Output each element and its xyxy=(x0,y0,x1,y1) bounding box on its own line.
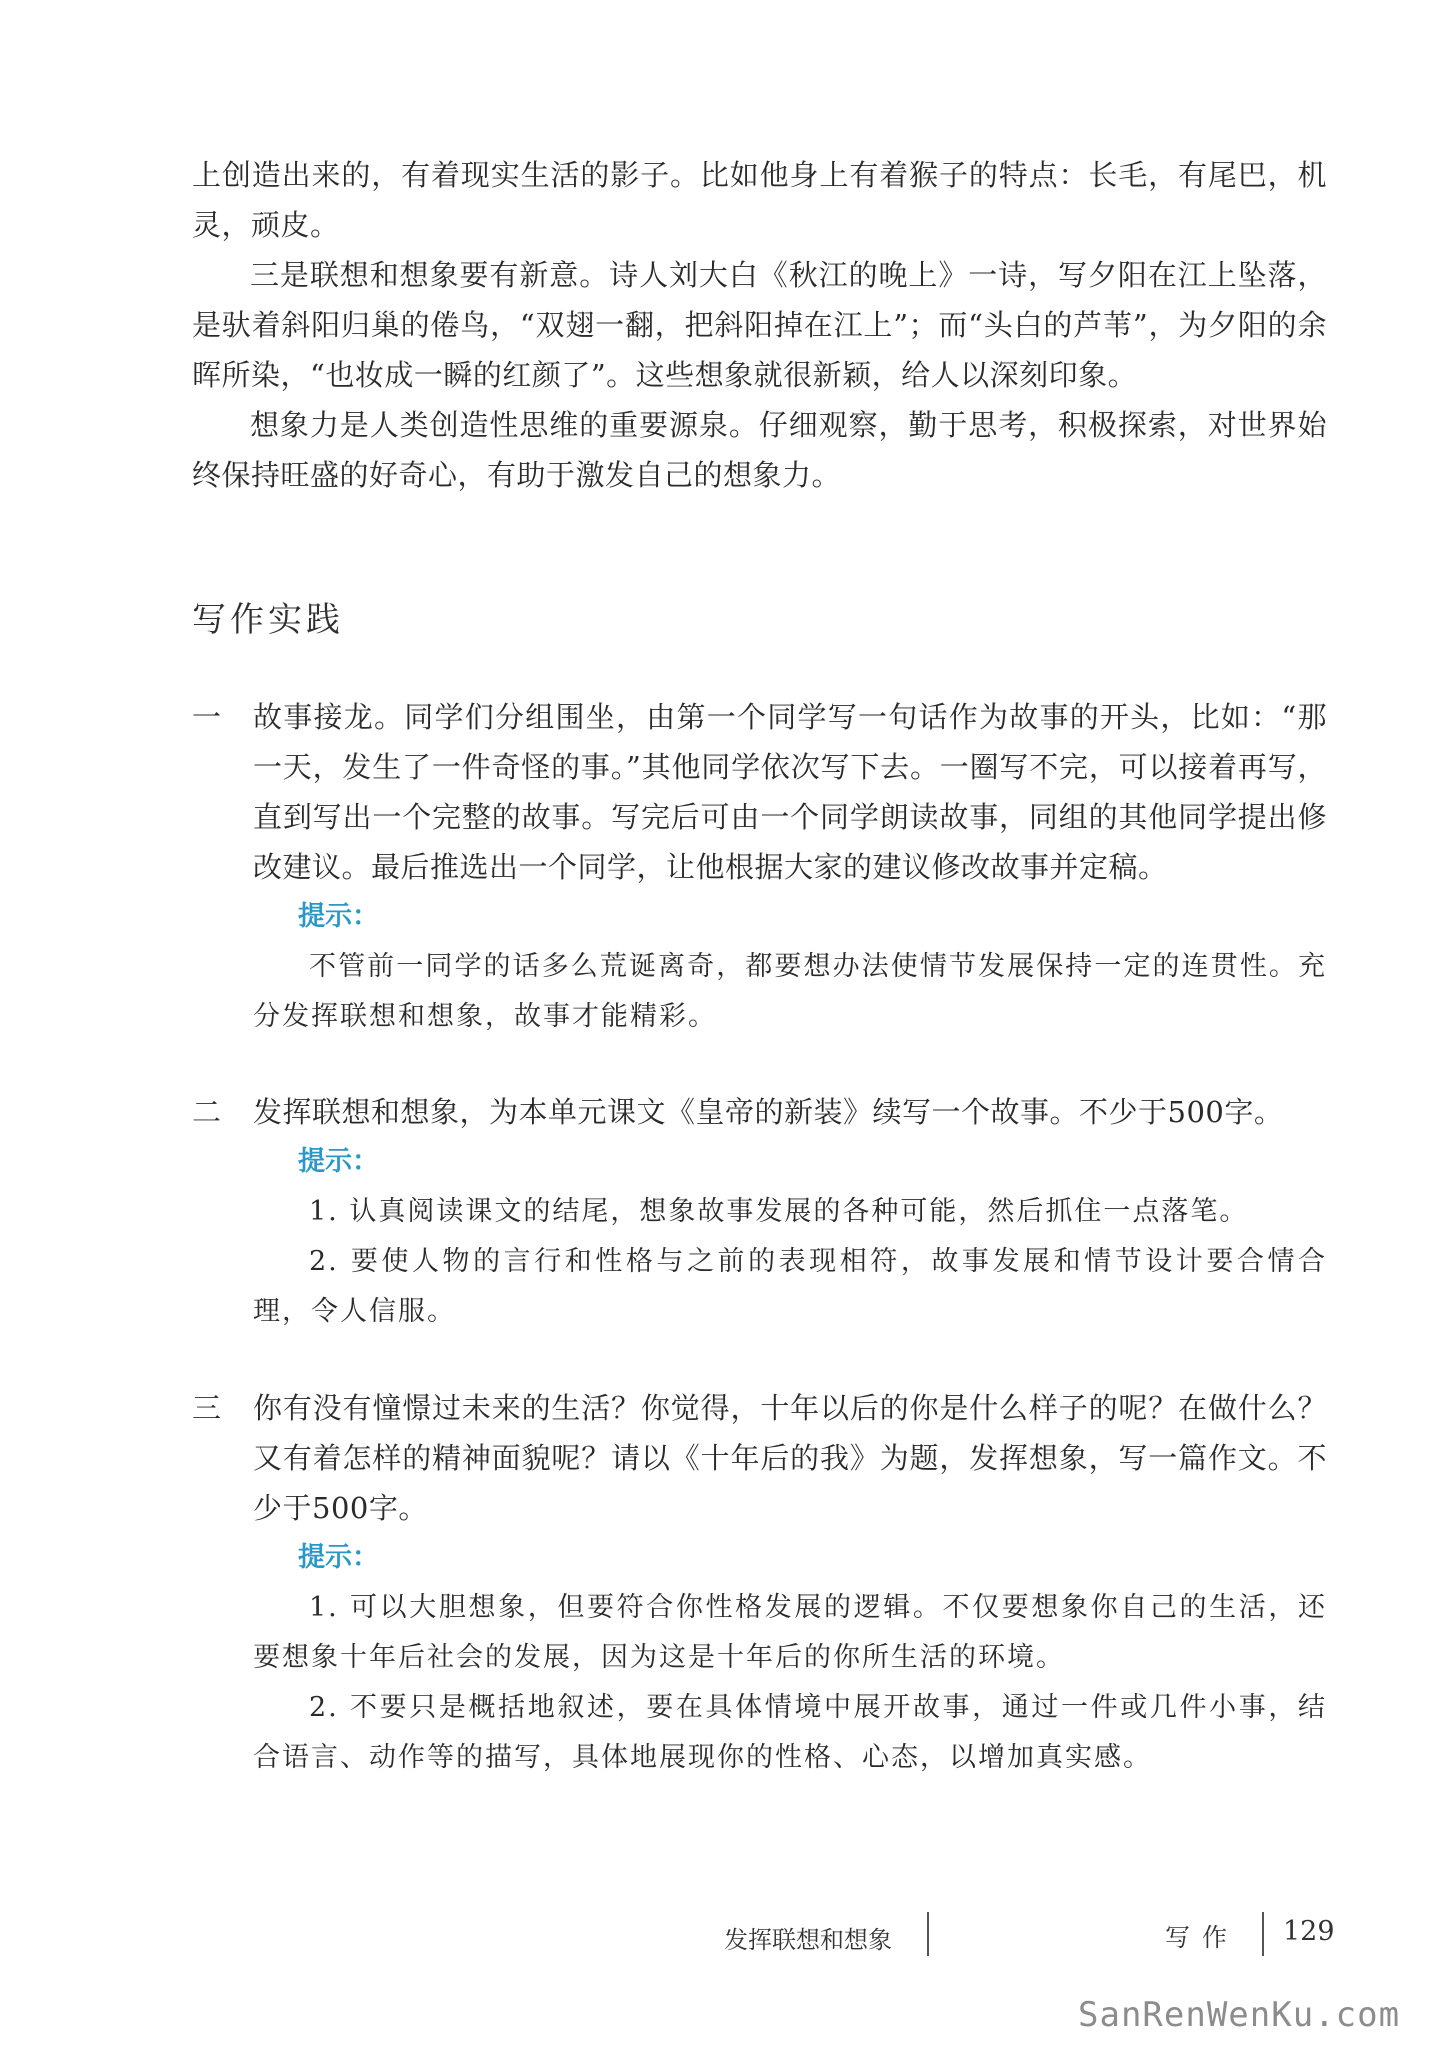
task-3 xyxy=(192,1383,1327,1783)
section-heading: 写作实践 xyxy=(192,600,344,640)
task-1 xyxy=(192,692,1327,1042)
task-prompt: 故事接龙。同学们分组围坐，由第一个同学写一句话作为故事的开头，比如：“那一天，发生了一件奇怪的事。”其他同学依次写下去。一圈写不完，可以接着再写，直到写出一个完整的故事。写完后可由一个同学朗读故事，同组的其他同学提出修改建议。最后推选出一个同学，让他根据大家的建议修改故事并定稿。 xyxy=(253,700,1327,884)
hint-label: 提示： xyxy=(298,1146,379,1177)
hint-text: 1. 认真阅读课文的结尾，想象故事发展的各种可能，然后抓住一点落笔。 xyxy=(309,1196,1249,1227)
hint-text: 1. 可以大胆想象，但要符合你性格发展的逻辑。不仅要想象你自己的生活，还要想象十年后社会的发展，因为这是十年后的你所生活的环境。 xyxy=(253,1592,1327,1673)
watermark: SanRenWenKu.com xyxy=(1078,1995,1401,2035)
intro-paragraph-2: 三是联想和想象要有新意。诗人刘大白《秋江的晚上》一诗，写夕阳在江上坠落，是驮着斜阳归巢的倦鸟，“双翅一翻，把斜阳掉在江上”；而“头白的芦苇”，为夕阳的余晖所染，“也妆成一瞬的红颜了”。这些想象就很新颖，给人以深刻印象。 xyxy=(192,258,1327,392)
task-prompt: 发挥联想和想象，为本单元课文《皇帝的新装》续写一个故事。不少于500字。 xyxy=(253,1095,1284,1129)
hint-text: 不管前一同学的话多么荒诞离奇，都要想办法使情节发展保持一定的连贯性。充分发挥联想和想象，故事才能精彩。 xyxy=(253,951,1327,1032)
hint-text: 2. 不要只是概括地叙述，要在具体情境中展开故事，通过一件或几件小事，结合语言、动作等的描写，具体地展现你的性格、心态，以增加真实感。 xyxy=(253,1692,1327,1773)
task-2 xyxy=(192,1087,1327,1337)
hint-label: 提示： xyxy=(298,1542,379,1573)
intro-text xyxy=(192,150,1327,500)
task-prompt: 你有没有憧憬过未来的生活？你觉得，十年以后的你是什么样子的呢？在做什么？又有着怎样的精神面貌呢？请以《十年后的我》为题，发挥想象，写一篇作文。不少于500字。 xyxy=(253,1391,1327,1525)
page-number: 129 xyxy=(1283,1916,1335,1947)
task-number: 一 xyxy=(192,700,222,734)
footer-divider xyxy=(1262,1912,1264,1956)
hint-label: 提示： xyxy=(298,901,379,932)
task-number: 二 xyxy=(192,1095,222,1129)
task-number: 三 xyxy=(192,1391,222,1425)
footer-unit-title: 发挥联想和想象 xyxy=(724,1926,892,1954)
footer-section-name: 写作 xyxy=(1165,1923,1240,1952)
footer-divider xyxy=(927,1912,929,1956)
intro-paragraph-3: 想象力是人类创造性思维的重要源泉。仔细观察，勤于思考，积极探索，对世界始终保持旺盛的好奇心，有助于激发自己的想象力。 xyxy=(192,408,1327,492)
page-footer xyxy=(0,1912,1449,1962)
intro-paragraph-1: 上创造出来的，有着现实生活的影子。比如他身上有着猴子的特点：长毛，有尾巴，机灵，顽皮。 xyxy=(192,158,1327,242)
hint-text: 2. 要使人物的言行和性格与之前的表现相符，故事发展和情节设计要合情合理，令人信服。 xyxy=(253,1246,1327,1327)
